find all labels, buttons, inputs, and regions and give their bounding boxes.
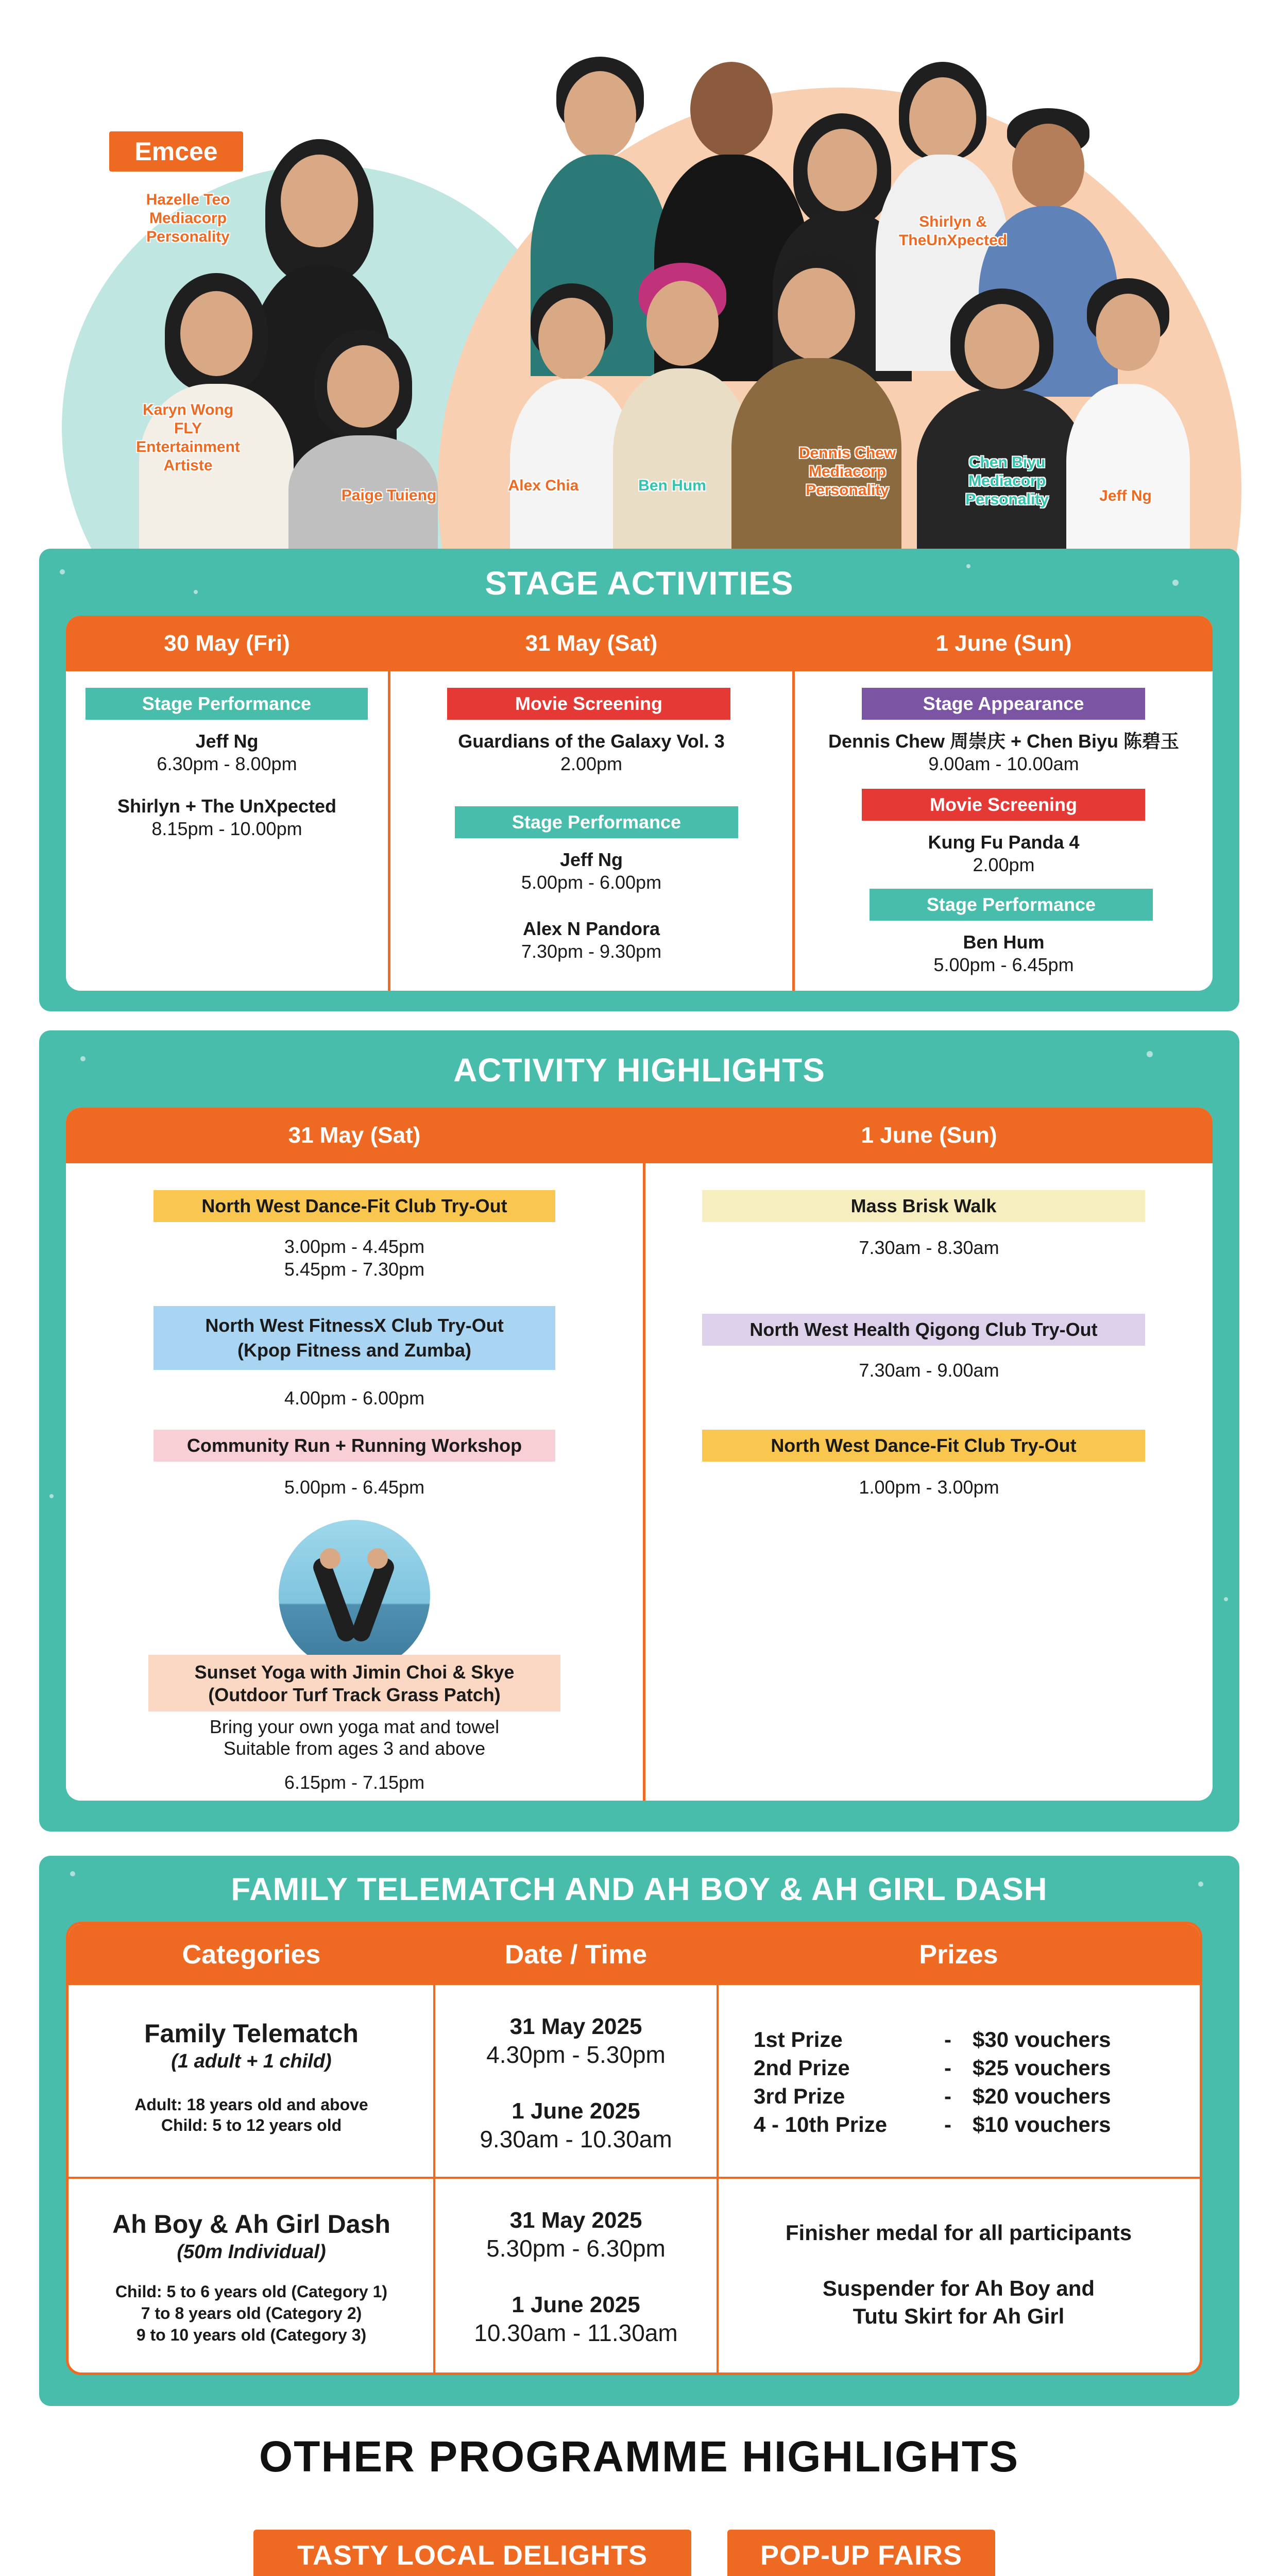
photo-chen-biyu [917,289,1087,554]
stage-day-30-may [66,616,388,991]
tag-dance-fit-club: North West Dance-Fit Club Try-Out [702,1430,1145,1462]
prize-text: Suspender for Ah Boy and [822,2276,1095,2300]
activity-time: 7.30am - 8.30am [859,1237,999,1258]
stage-activities-panel [39,549,1239,1011]
tag-fitnessx-club: North West FitnessX Club Try-Out (Kpop Fitness and Zumba) [154,1306,555,1370]
eligibility: 9 to 10 years old (Category 3) [136,2326,367,2344]
row-divider [69,2177,1200,2179]
activity-day-31-may [66,1108,643,1801]
label-hazelle-teo: Hazelle Teo Mediacorp Personality [146,191,230,245]
label-ben-hum: Ben Hum [638,477,706,494]
tag-sunset-yoga: Sunset Yoga with Jimin Choi & Skye (Outdoor Turf Track Grass Patch) [148,1655,560,1711]
tag-health-qigong-club: North West Health Qigong Club Try-Out [702,1314,1145,1346]
day-header: 1 June (Sun) [645,1108,1213,1163]
other-highlights-title: OTHER PROGRAMME HIGHLIGHTS [259,2432,1019,2481]
label-jeff-ng: Jeff Ng [1099,487,1152,504]
photo-dennis-chew [731,252,901,554]
screening-time: 2.00pm [973,854,1035,875]
movie-title: Kung Fu Panda 4 [928,832,1080,853]
tag-movie-screening: Movie Screening [447,688,730,720]
header-categories: Categories [182,1940,321,1970]
performer-name: Ben Hum [963,931,1045,953]
tag-stage-performance: Stage Performance [870,889,1153,921]
event-time: 10.30am - 11.30am [474,2319,678,2346]
prize-list [754,2027,1176,2141]
stage-schedule-card [66,616,1213,991]
event-date: 31 May 2025 [509,2014,642,2039]
performance-time: 8.15pm - 10.00pm [151,818,302,839]
label-dennis-chew: Dennis Chew Mediacorp Personality [798,445,896,499]
activity-time: 1.00pm - 3.00pm [859,1477,999,1498]
eligibility: 7 to 8 years old (Category 2) [141,2304,362,2323]
activity-day-1-june [645,1108,1213,1801]
activity-time: 3.00pm - 4.45pm [284,1236,425,1257]
category-sub: (50m Individual) [177,2241,326,2263]
label-chen-biyu: Chen Biyu Mediacorp Personality [965,454,1049,508]
activity-time: 6.15pm - 7.15pm [284,1772,425,1793]
category-name: Family Telematch [144,2019,359,2048]
event-date: 1 June 2025 [512,2098,640,2124]
stage-day-1-june [795,616,1213,991]
prize-row: 1st Prize - $30 vouchers [754,2027,1111,2052]
event-time: 4.30pm - 5.30pm [486,2041,666,2068]
performance-time: 9.00am - 10.00am [928,753,1079,774]
tag-mass-brisk-walk: Mass Brisk Walk [702,1190,1145,1222]
day-header: 30 May (Fri) [66,616,388,671]
prize-row: 2nd Prize - $25 vouchers [754,2056,1111,2080]
performer-name: Jeff Ng [195,731,259,752]
pill-tasty-local-delights: TASTY LOCAL DELIGHTS [253,2530,691,2576]
eligibility: Adult: 18 years old and above [134,2095,368,2114]
header-datetime: Date / Time [504,1940,647,1970]
label-shirlyn-theunxpected: Shirlyn & TheUnXpected [898,213,1008,249]
yoga-note: Bring your own yoga mat and towel [209,1716,500,1737]
day-header: 31 May (Sat) [66,1108,643,1163]
event-time: 5.30pm - 6.30pm [486,2235,666,2262]
activity-time: 7.30am - 9.00am [859,1360,999,1381]
event-time: 9.30am - 10.30am [480,2126,672,2153]
emcee-badge: Emcee [109,131,243,172]
performance-time: 5.00pm - 6.00pm [521,872,662,893]
telematch-title: FAMILY TELEMATCH AND AH BOY & AH GIRL DASH [231,1872,1048,1907]
category-sub: (1 adult + 1 child) [171,2050,332,2072]
label-karyn-wong: Karyn Wong FLY Entertainment Artiste [136,401,240,474]
event-date: 31 May 2025 [509,2208,642,2233]
performer-name: Jeff Ng [559,849,623,870]
tag-stage-performance: Stage Performance [455,806,738,838]
performer-name: Dennis Chew 周崇庆 + Chen Biyu 陈碧玉 [828,731,1180,752]
photo-paige-tuieng [288,330,438,554]
activity-highlights-panel [39,1030,1239,1832]
performance-time: 5.00pm - 6.45pm [933,954,1074,975]
category-name: Ah Boy & Ah Girl Dash [112,2210,390,2239]
header-prizes: Prizes [919,1940,998,1970]
tag-community-run: Community Run + Running Workshop [154,1430,555,1462]
activity-time: 5.45pm - 7.30pm [284,1259,425,1280]
screening-time: 2.00pm [560,753,623,774]
movie-title: Guardians of the Galaxy Vol. 3 [458,731,725,752]
event-date: 1 June 2025 [512,2292,640,2317]
yoga-photo [279,1520,430,1671]
activity-highlights-title: ACTIVITY HIGHLIGHTS [453,1052,825,1089]
performance-time: 7.30pm - 9.30pm [521,941,662,962]
day-header: 31 May (Sat) [390,616,792,671]
prize-row: 3rd Prize - $20 vouchers [754,2084,1111,2108]
telematch-panel [39,1856,1239,2406]
tag-stage-performance: Stage Performance [86,688,368,720]
stage-day-31-may [390,616,792,991]
eligibility: Child: 5 to 12 years old [161,2116,342,2134]
performance-time: 6.30pm - 8.00pm [157,753,297,774]
photo-jeff-ng [1066,278,1190,554]
eligibility: Child: 5 to 6 years old (Category 1) [115,2282,388,2301]
activity-schedule-card [66,1108,1213,1801]
label-alex-chia: Alex Chia [508,477,579,494]
tag-movie-screening: Movie Screening [862,789,1145,821]
prize-text: Tutu Skirt for Ah Girl [853,2304,1065,2328]
telematch-table [66,1922,1202,2375]
yoga-note: Suitable from ages 3 and above [223,1738,486,1759]
stage-activities-title: STAGE ACTIVITIES [485,565,794,602]
tag-dance-fit-club: North West Dance-Fit Club Try-Out [154,1190,555,1222]
performer-name: Shirlyn + The UnXpected [117,795,337,817]
prize-row: 4 - 10th Prize - $10 vouchers [754,2112,1111,2137]
activity-time: 4.00pm - 6.00pm [284,1387,425,1409]
hero-banner [0,0,1278,554]
prize-text: Finisher medal for all participants [785,2221,1132,2245]
performer-name: Alex N Pandora [522,918,660,939]
label-paige-tuieng: Paige Tuieng [341,487,437,504]
tag-stage-appearance: Stage Appearance [862,688,1145,720]
pill-pop-up-fairs: POP-UP FAIRS [727,2530,995,2576]
day-header: 1 June (Sun) [795,616,1213,671]
activity-time: 5.00pm - 6.45pm [284,1477,425,1498]
